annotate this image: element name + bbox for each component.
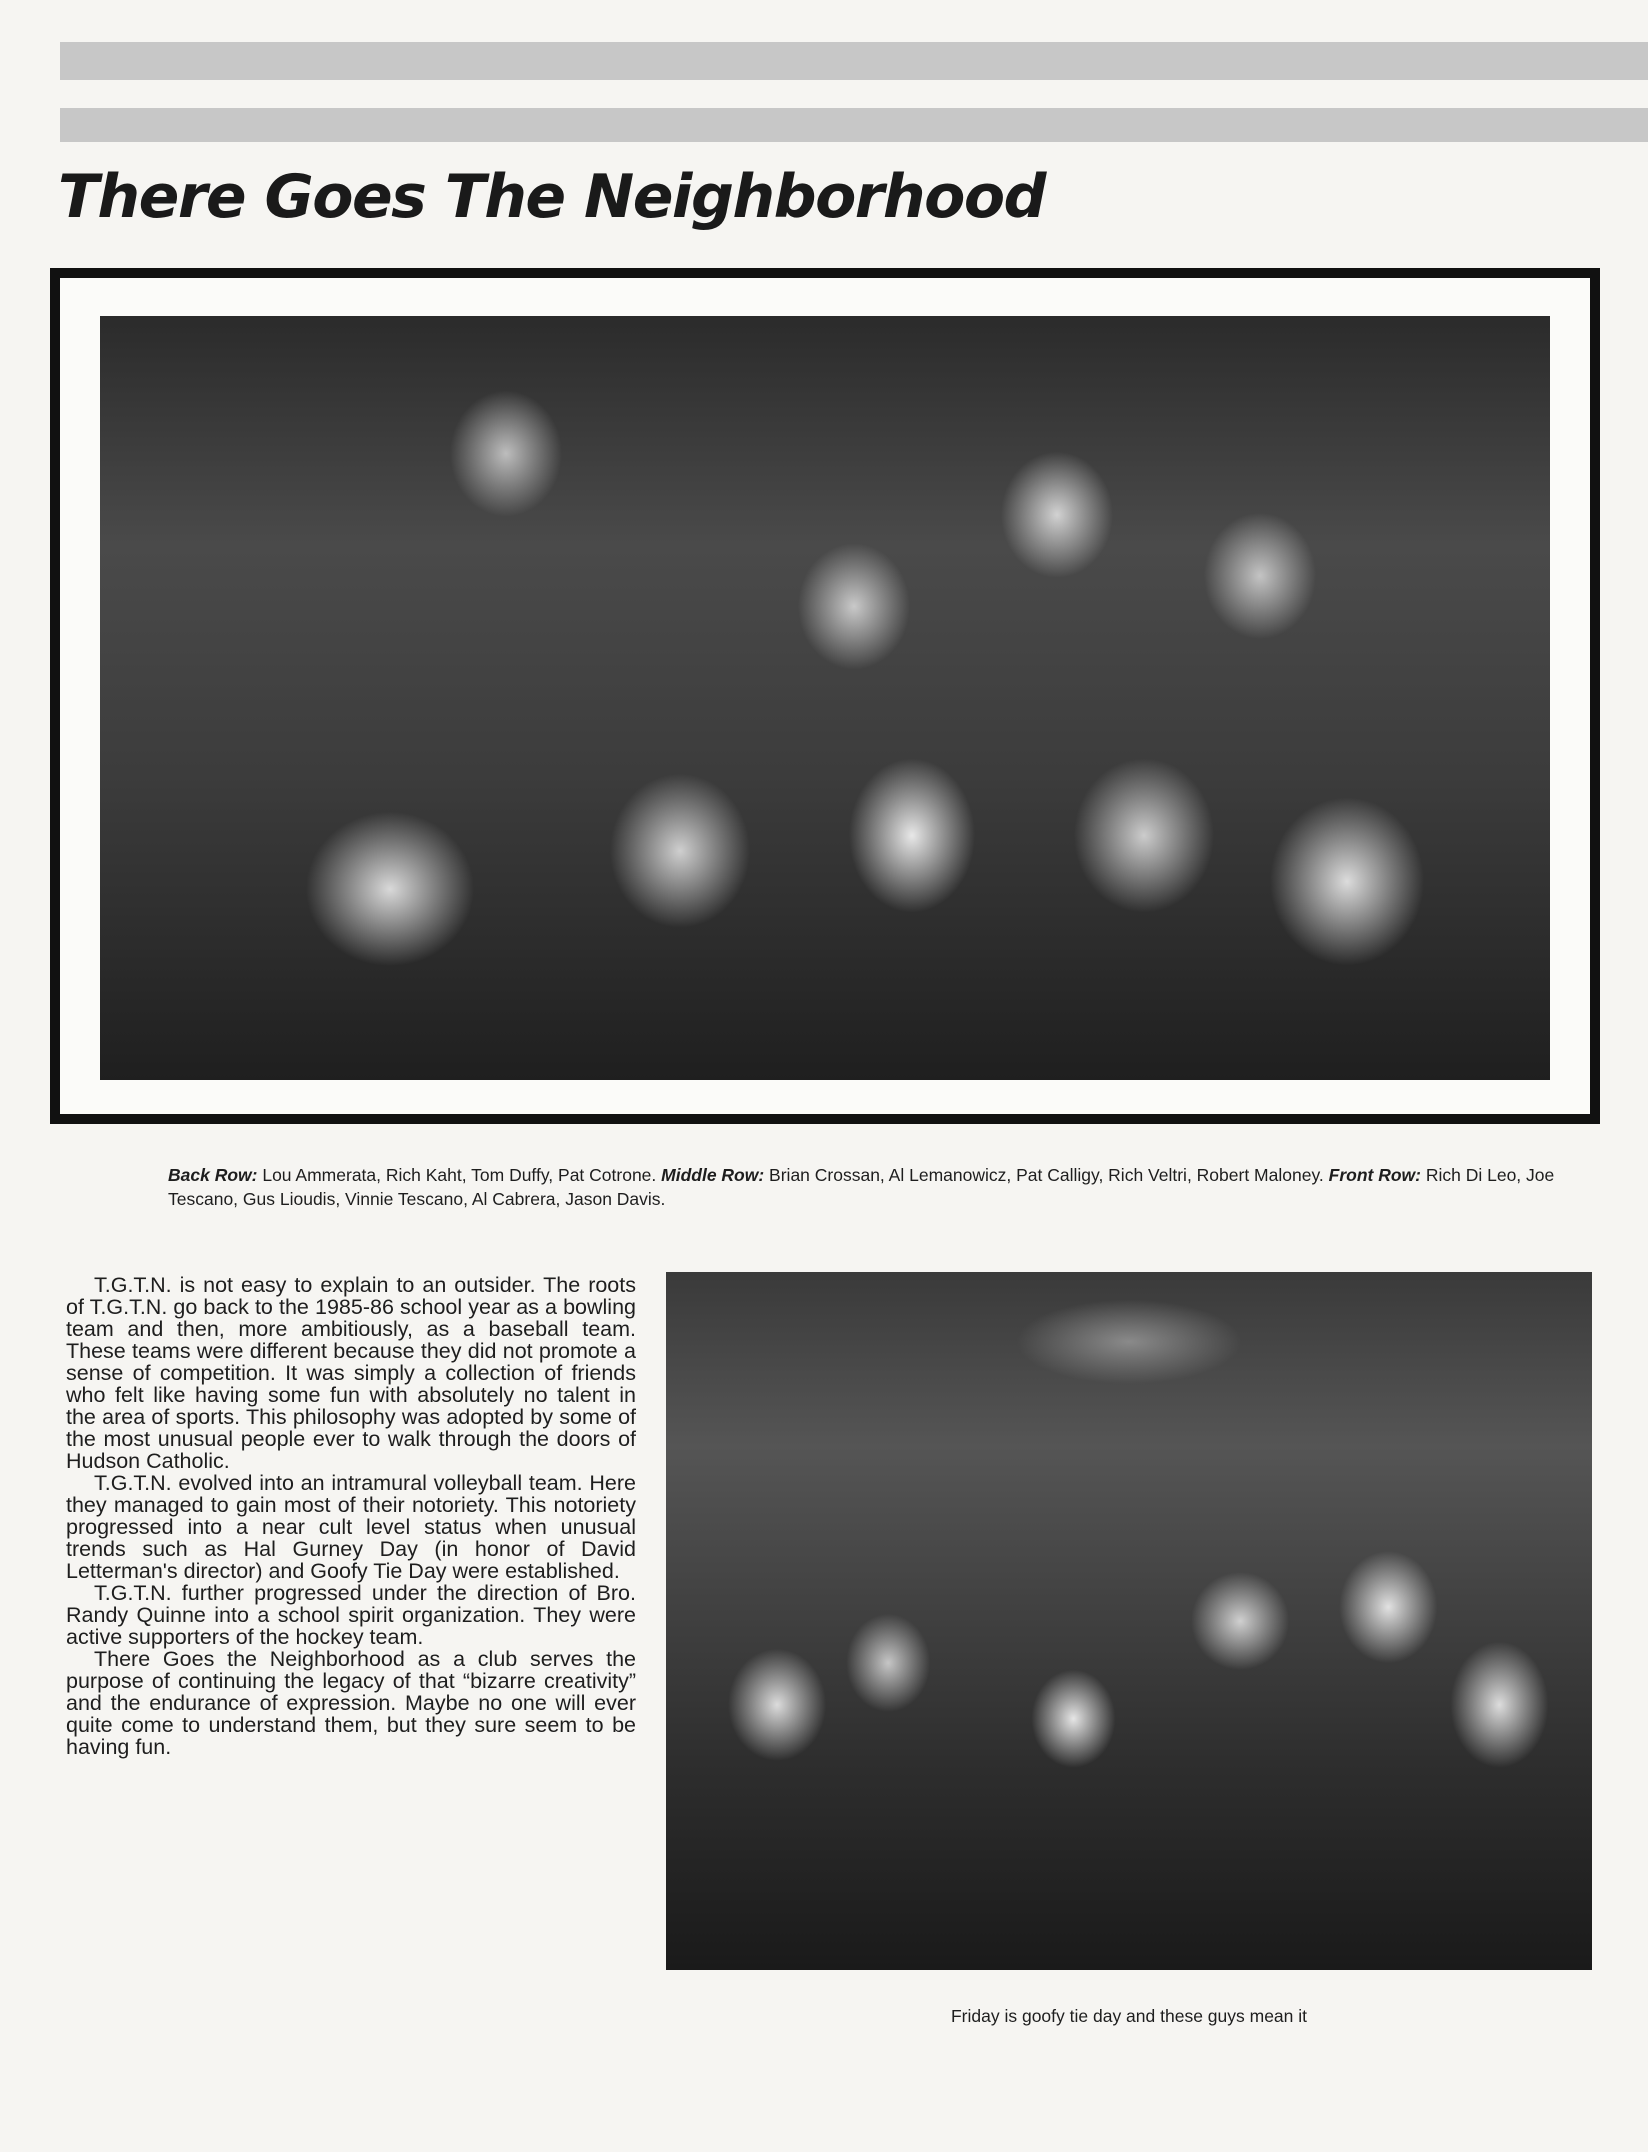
middle-row-label: Middle Row: <box>661 1165 765 1185</box>
second-decorative-band <box>60 108 1648 142</box>
article-body <box>66 1274 636 1758</box>
tie-day-photo-caption: Friday is goofy tie day and these guys mean it <box>950 2006 1308 2026</box>
article-paragraph: There Goes the Neighborhood as a club serves the purpose of continuing the legacy of that “bizarre creativity” and the endurance of expression. Maybe no one will ever quite come to understand them, but they sure seem to be having fun. <box>66 1647 636 1759</box>
tie-day-photo <box>666 1272 1592 1970</box>
middle-row-names: Brian Crossan, Al Lemanowicz, Pat Calligy, Rich Veltri, Robert Maloney. <box>764 1165 1329 1185</box>
front-row-label: Front Row: <box>1328 1165 1421 1185</box>
group-photo <box>100 316 1550 1080</box>
article-paragraph: T.G.T.N. evolved into an intramural volleyball team. Here they managed to gain most of their notoriety. This notoriety progressed into a near cult level status when unusual trends such as Hal Gurney Day (in honor of David Letterman's director) and Goofy Tie Day were established. <box>66 1471 636 1583</box>
front-row-names: Rich Di Leo, Joe Tescano, Gus Lioudis, Vinnie Tescano, Al Cabrera, Jason Davis. <box>168 1165 1555 1209</box>
article-paragraph: T.G.T.N. further progressed under the direction of Bro. Randy Quinne into a school spirit organization. They were active supporters of the hockey team. <box>66 1581 636 1649</box>
article-paragraph: T.G.T.N. is not easy to explain to an outsider. The roots of T.G.T.N. go back to the 1985-86 school year as a bowling team and then, more ambitiously, as a baseball team. These teams were different because they did not promote a sense of competition. It was simply a collection of friends who felt like having some fun with absolutely no talent in the area of sports. This philosophy was adopted by some of the most unusual people ever to walk through the doors of Hudson Catholic. <box>66 1273 636 1473</box>
top-decorative-band <box>60 42 1648 80</box>
back-row-names: Lou Ammerata, Rich Kaht, Tom Duffy, Pat Cotrone. <box>257 1165 662 1185</box>
group-photo-caption <box>168 1163 1568 1211</box>
back-row-label: Back Row: <box>168 1165 258 1185</box>
group-photo-frame <box>50 268 1600 1124</box>
page-title: There Goes The Neighborhood <box>58 162 1045 232</box>
